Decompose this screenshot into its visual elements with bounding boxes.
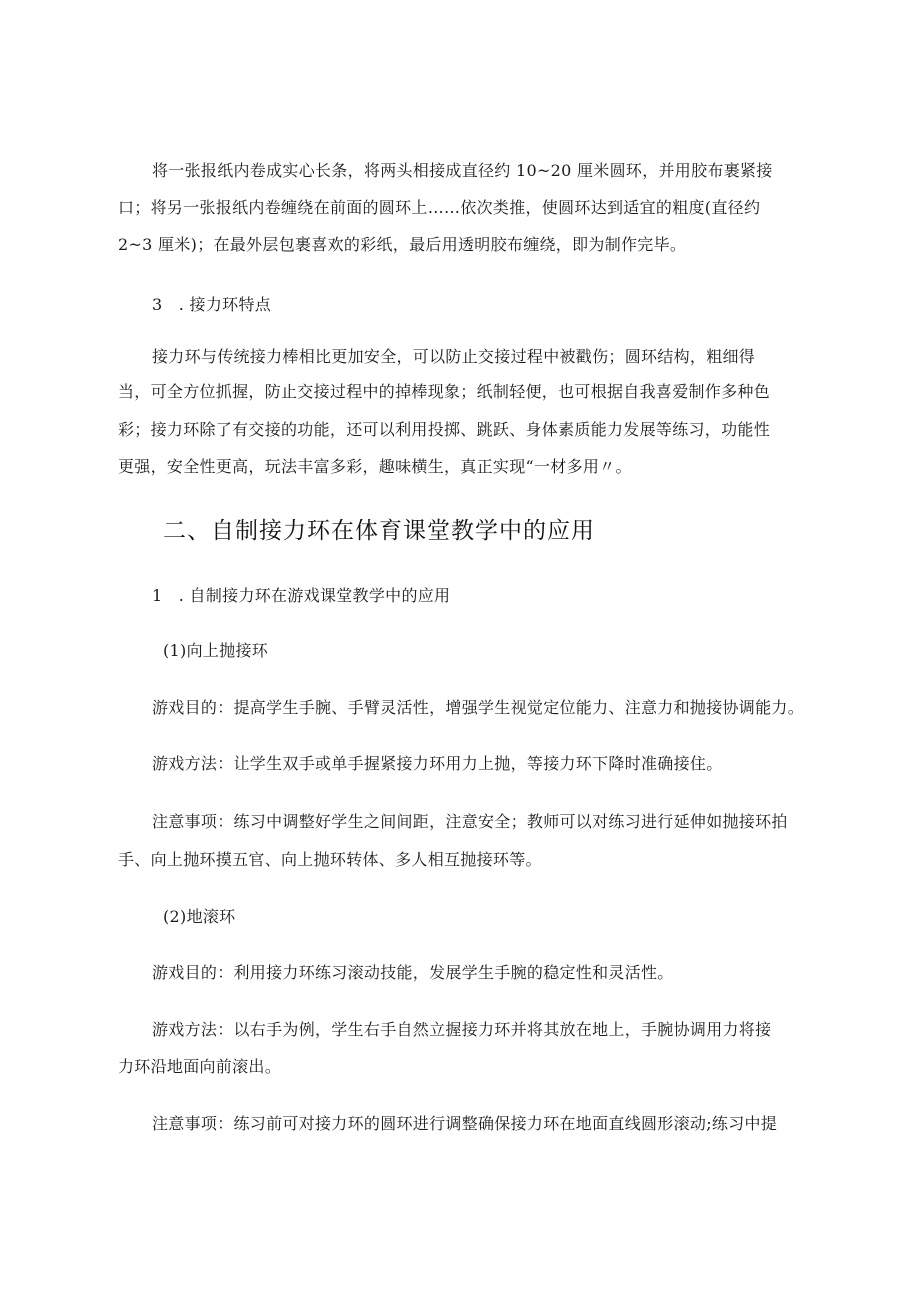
paragraph-line: 游戏方法：让学生双手或单手握紧接力环用力上抛，等接力环下降时准确接住。 <box>152 754 723 773</box>
subsection-title: (1)向上抛接环 <box>163 641 269 660</box>
paragraph-line: 游戏目的：提高学生手腕、手臂灵活性，增强学生视觉定位能力、注意力和抛接协调能力。 <box>152 698 805 717</box>
paragraph-line: 将一张报纸内卷成实心长条，将两头相接成直径约 10~20 厘米圆环，并用胶布裹紧接 <box>152 161 773 180</box>
subsection-title: (2)地滚环 <box>163 907 236 926</box>
section-title: 3 . 接力环特点 <box>152 295 272 314</box>
paragraph-line: 游戏方法：以右手为例，学生右手自然立握接力环并将其放在地上，手腕协调用力将接 <box>152 1020 772 1039</box>
paragraph-line: 手、向上抛环摸五官、向上抛环转体、多人相互抛接环等。 <box>118 850 542 869</box>
paragraph-line: 接力环与传统接力棒相比更加安全，可以防止交接过程中被戳伤；圆环结构，粗细得 <box>152 347 756 366</box>
paragraph-line: 2~3 厘米)；在最外层包裹喜欢的彩纸，最后用透明胶布缠绕，即为制作完毕。 <box>118 235 687 254</box>
paragraph-line: 注意事项：练习前可对接力环的圆环进行调整确保接力环在地面直线圆形滚动;练习中提 <box>152 1114 778 1133</box>
paragraph-line: 注意事项：练习中调整好学生之间间距，注意安全；教师可以对练习进行延伸如抛接环拍 <box>152 812 788 831</box>
paragraph-line: 力环沿地面向前滚出。 <box>118 1057 282 1076</box>
paragraph-line: 更强，安全性更高，玩法丰富多彩，趣味横生，真正实现“一材多用〃。 <box>118 457 632 476</box>
section-title: 1 . 自制接力环在游戏课堂教学中的应用 <box>152 586 451 605</box>
paragraph-line: 当，可全方位抓握，防止交接过程中的掉棒现象；纸制轻便，也可根据自我喜爱制作多种色 <box>118 382 771 401</box>
chapter-heading: 二、自制接力环在体育课堂教学中的应用 <box>163 518 595 544</box>
paragraph-line: 游戏目的：利用接力环练习滚动技能，发展学生手腕的稳定性和灵活性。 <box>152 963 674 982</box>
paragraph-line: 彩；接力环除了有交接的功能，还可以利用投掷、跳跃、身体素质能力发展等练习，功能性 <box>118 420 771 439</box>
paragraph-line: 口；将另一张报纸内卷缠绕在前面的圆环上……依次类推，使圆环达到适宜的粗度(直径约 <box>118 198 761 217</box>
